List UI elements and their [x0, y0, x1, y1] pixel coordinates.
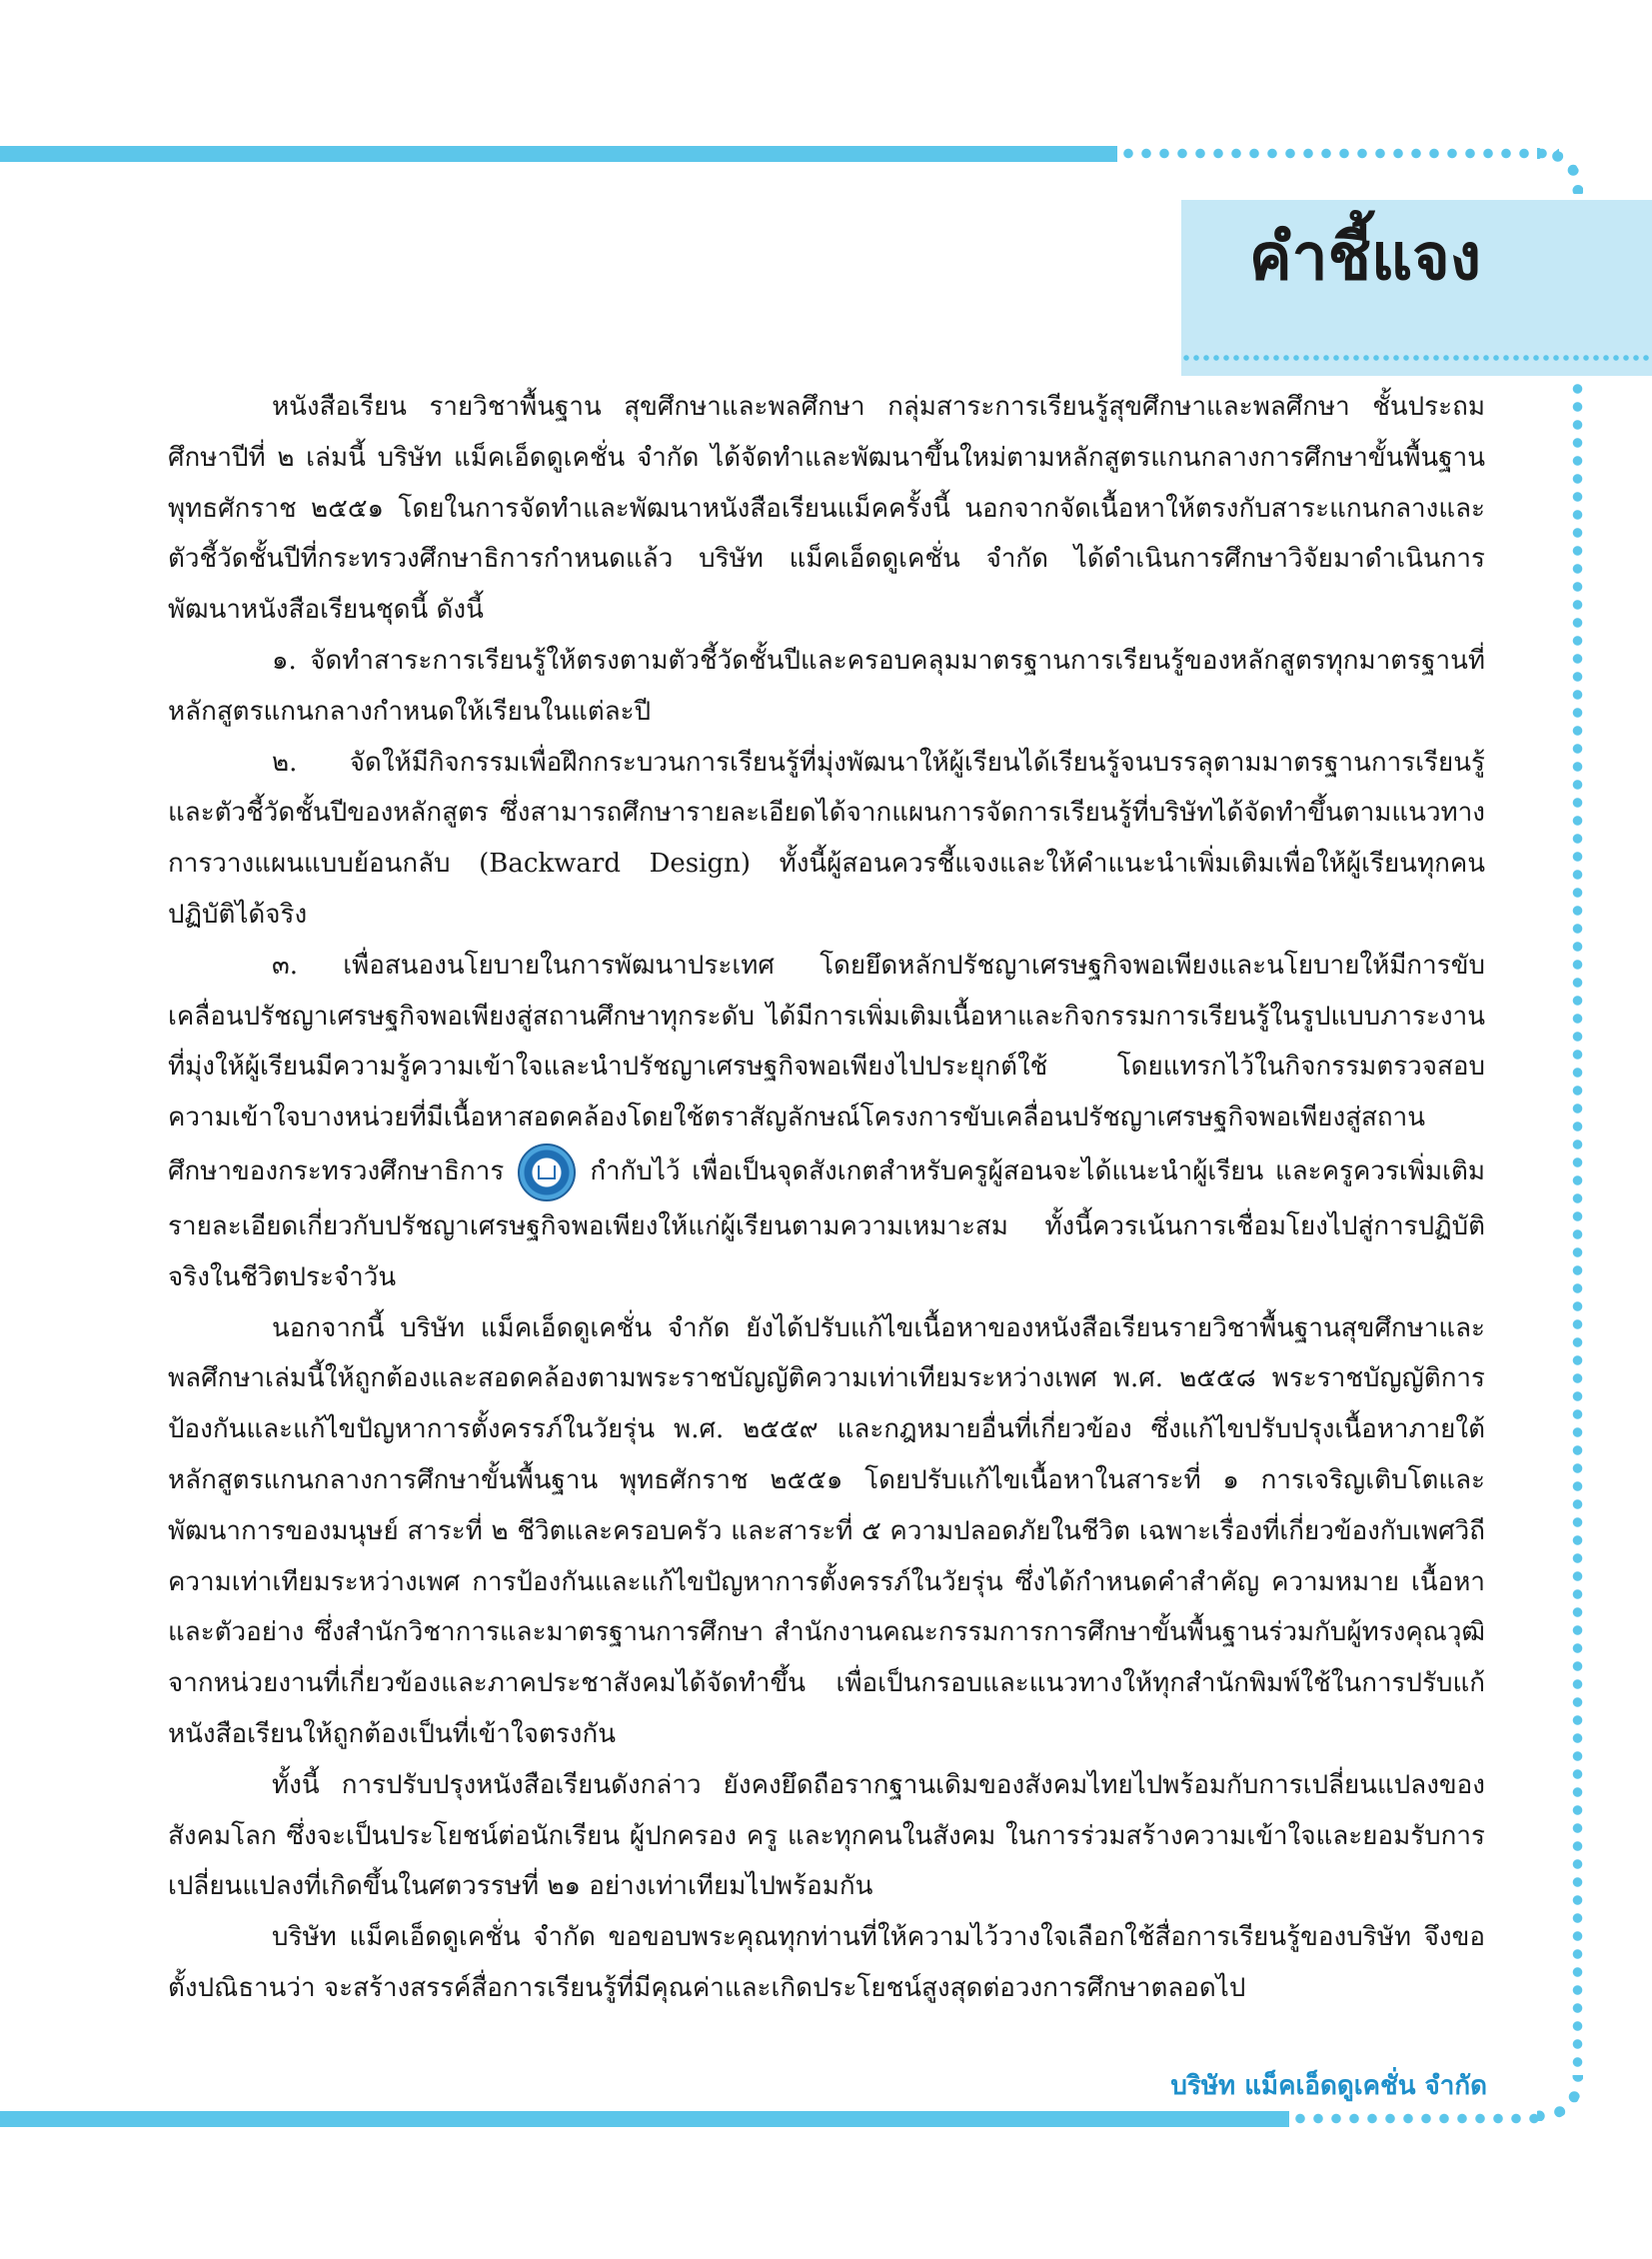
- item-2-paragraph: ๒. จัดให้มีกิจกรรมเพื่อฝึกกระบวนการเรียนรู้ที่มุ่งพัฒนาให้ผู้เรียนได้เรียนรู้จนบรรลุตามมาตรฐานการเรียนรู้และตัวชี้วัดชั้นปีของหลักสูตร ซึ่งสามารถศึกษารายละเอียดได้จากแผนการจัดการเรียนรู้ที่บริษัทได้จัดทำขึ้นตามแนวทางการวางแผนแบบย้อนกลับ (Backward Design) ทั้งนี้ผู้สอนควรชี้แจงและให้คำแนะนำเพิ่มเติมเพื่อให้ผู้เรียนทุกคนปฏิบัติได้จริง: [168, 747, 1485, 930]
- item-1-paragraph: ๑. จัดทำสาระการเรียนรู้ให้ตรงตามตัวชี้วัดชั้นปีและครอบคลุมมาตรฐานการเรียนรู้ของหลักสูตรทุกมาตรฐานที่หลักสูตรแกนกลางกำหนดให้เรียนในแต่ละปี: [168, 645, 1485, 727]
- frame-top-right-corner: [1537, 148, 1583, 194]
- law-paragraph: นอกจากนี้ บริษัท แม็คเอ็ดดูเคชั่น จำกัด ยังได้ปรับแก้ไขเนื้อหาของหนังสือเรียนรายวิชาพื้นฐานสุขศึกษาและพลศึกษาเล่มนี้ให้ถูกต้องและสอดคล้องตามพระราชบัญญัติความเท่าเทียมระหว่างเพศ พ.ศ. ๒๕๕๘ พระราชบัญญัติการป้องกันและแก้ไขปัญหาการตั้งครรภ์ในวัยรุ่น พ.ศ. ๒๕๕๙ และกฎหมายอื่นที่เกี่ยวข้อง ซึ่งแก้ไขปรับปรุงเนื้อหาภายใต้หลักสูตรแกนกลางการศึกษาขั้นพื้นฐาน พุทธศักราช ๒๕๕๑ โดยปรับแก้ไขเนื้อหาในสาระที่ ๑ การเจริญเติบโตและพัฒนาการของมนุษย์ สาระที่ ๒ ชีวิตและครอบครัว และสาระที่ ๕ ความปลอดภัยในชีวิต เฉพาะเรื่องที่เกี่ยวข้องกับเพศวิถี ความเท่าเทียมระหว่างเพศ การป้องกันและแก้ไขปัญหาการตั้งครรภ์ในวัยรุ่น ซึ่งได้กำหนดคำสำคัญ ความหมาย เนื้อหา และตัวอย่าง ซึ่งสำนักวิชาการและมาตรฐานการศึกษา สำนักงานคณะกรรมการการศึกษาขั้นพื้นฐานร่วมกับผู้ทรงคุณวุฒิจากหน่วยงานที่เกี่ยวข้องและภาคประชาสังคมได้จัดทำขึ้น เพื่อเป็นกรอบและแนวทางให้ทุกสำนักพิมพ์ใช้ในการปรับแก้หนังสือเรียนให้ถูกต้องเป็นที่เข้าใจตรงกัน: [168, 1312, 1485, 1749]
- thanks-paragraph: บริษัท แม็คเอ็ดดูเคชั่น จำกัด ขอขอบพระคุณทุกท่านที่ให้ความไว้วางใจเลือกใช้สื่อการเรียนรู้ของบริษัท จึงขอตั้งปณิธานว่า จะสร้างสรรค์สื่อการเรียนรู้ที่มีคุณค่าและเกิดประโยชน์สูงสุดต่อวงการศึกษาตลอดไป: [168, 1922, 1485, 2003]
- frame-right-dotted-bar: [1572, 200, 1583, 2079]
- intro-paragraph: หนังสือเรียน รายวิชาพื้นฐาน สุขศึกษาและพลศึกษา กลุ่มสาระการเรียนรู้สุขศึกษาและพลศึกษา ชั้นประถมศึกษาปีที่ ๒ เล่มนี้ บริษัท แม็คเอ็ดดูเคชั่น จำกัด ได้จัดทำและพัฒนาขึ้นใหม่ตามหลักสูตรแกนกลางการศึกษาขั้นพื้นฐาน พุทธศักราช ๒๕๕๑ โดยในการจัดทำและพัฒนาหนังสือเรียนแม็คครั้งนี้ นอกจากจัดเนื้อหาให้ตรงกับสาระแกนกลางและตัวชี้วัดชั้นปีที่กระทรวงศึกษาธิการกำหนดแล้ว บริษัท แม็คเอ็ดดูเคชั่น จำกัด ได้ดำเนินการศึกษาวิจัยมาดำเนินการพัฒนาหนังสือเรียนชุดนี้ ดังนี้: [168, 392, 1485, 626]
- sufficiency-economy-emblem-icon: [518, 1143, 576, 1201]
- document-body: [168, 382, 1485, 2014]
- frame-bottom-right-corner: [1537, 2075, 1583, 2121]
- item-3-text-b: กำกับไว้ เพื่อเป็นจุดสังเกตสำหรับครูผู้สอนจะได้แนะนำผู้เรียน และครูควรเพิ่มเติมรายละเอียดเกี่ยวกับปรัชญาเศรษฐกิจพอเพียงให้แก่ผู้เรียนตามความเหมาะสม ทั้งนี้ควรเน้นการเชื่อมโยงไปสู่การปฏิบัติจริงในชีวิตประจำวัน: [168, 1155, 1485, 1292]
- page-title: [1181, 221, 1481, 295]
- frame-top-dotted-bar: [1119, 148, 1559, 159]
- frame-top-bar: [0, 146, 1117, 162]
- page-title-text: คำชี้แจง: [1248, 221, 1481, 295]
- frame-bottom-bar: [0, 2111, 1289, 2127]
- item-3-paragraph: [168, 941, 1485, 1303]
- society-paragraph: ทั้งนี้ การปรับปรุงหนังสือเรียนดังกล่าว ยังคงยึดถือรากฐานเดิมของสังคมไทยไปพร้อมกับการเปลี่ยนแปลงของสังคมโลก ซึ่งจะเป็นประโยชน์ต่อนักเรียน ผู้ปกครอง ครู และทุกคนในสังคม ในการร่วมสร้างความเข้าใจและยอมรับการเปลี่ยนแปลงที่เกิดขึ้นในศตวรรษที่ ๒๑ อย่างเท่าเทียมไปพร้อมกัน: [168, 1769, 1485, 1902]
- publisher-signature: บริษัท แม็คเอ็ดดูเคชั่น จำกัด: [1170, 2071, 1487, 2101]
- frame-bottom-dotted-bar: [1291, 2113, 1541, 2124]
- title-dotted-underline: [1181, 355, 1652, 361]
- item-3-text-a: ๓. เพื่อสนองนโยบายในการพัฒนาประเทศ โดยยึดหลักปรัชญาเศรษฐกิจพอเพียงและนโยบายให้มีการขับเคลื่อนปรัชญาเศรษฐกิจพอเพียงสู่สถานศึกษาทุกระดับ ได้มีการเพิ่มเติมเนื้อหาและกิจกรรมการเรียนรู้ในรูปแบบภาระงานที่มุ่งให้ผู้เรียนมีความรู้ความเข้าใจและนำปรัชญาเศรษฐกิจพอเพียงไปประยุกต์ใช้ โดยแทรกไว้ในกิจกรรมตรวจสอบความเข้าใจบางหน่วยที่มีเนื้อหาสอดคล้องโดยใช้ตราสัญลักษณ์โครงการขับเคลื่อนปรัชญาเศรษฐกิจพอเพียงสู่สถานศึกษาของกระทรวงศึกษาธิการ: [168, 950, 1485, 1186]
